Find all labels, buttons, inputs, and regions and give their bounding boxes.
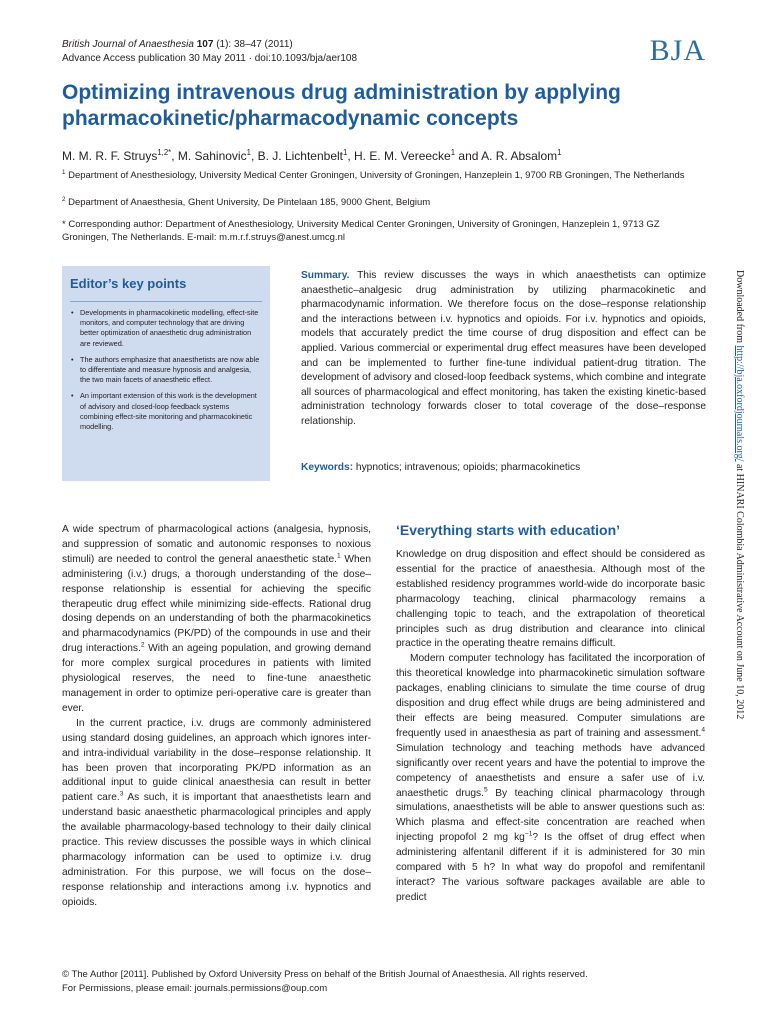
journal-citation bbox=[62, 38, 293, 52]
author: M. Sahinovic$^1$, bbox=[177, 148, 258, 163]
unit-exponent: −1 bbox=[524, 830, 533, 838]
body-paragraph: Knowledge on drug disposition and effect should be considered as essential for the practice of anaesthesia. Although most of the established residency programmes world-wide do incorporate basic pharmacology teaching, clinical pharmacology remains a challenging topic to teach, and the extrapolation of theoretical principles such as drug distribution and clearance into clinical practice in the operating theatre remains difficult. bbox=[396, 549, 705, 650]
key-points-list bbox=[70, 308, 262, 432]
citation-ref[interactable]: 3 bbox=[119, 790, 124, 798]
body-column-right bbox=[396, 548, 705, 906]
author: B. J. Lichtenbelt$^1$, bbox=[257, 148, 355, 163]
citation-ref[interactable]: 4 bbox=[701, 726, 705, 734]
citation-ref[interactable]: 2 bbox=[140, 641, 145, 649]
author: M. M. R. F. Struys$^{1,2*}$, bbox=[62, 148, 178, 163]
copyright-line: © The Author [2011]. Published by Oxford University Press on behalf of the British Journal of Anaesthesia. All rights reserved. bbox=[62, 969, 588, 980]
download-watermark: Downloaded from http://bja.oxfordjournals.org/ at HINARI Colombia Administrative Account on June 10, 2012 bbox=[734, 270, 745, 720]
journal-volume: 107 bbox=[196, 39, 214, 50]
keywords-label: Keywords: bbox=[301, 462, 354, 473]
summary-abstract bbox=[301, 269, 706, 430]
citation-ref[interactable]: 5 bbox=[483, 786, 488, 794]
key-point-item: • The authors emphasize that anaesthetists are now able to differentiate and measure hypnosis and analgesia, the two main facets of anaesthetic effect. bbox=[80, 355, 262, 386]
summary-label: Summary. bbox=[301, 270, 350, 281]
keywords-text: hypnotics; intravenous; opioids; pharmacokinetics bbox=[353, 462, 581, 473]
bja-logo: BJA bbox=[649, 34, 706, 67]
body-column-left bbox=[62, 523, 371, 911]
journal-site-link[interactable]: http://bja.oxfordjournals.org/ bbox=[734, 345, 745, 462]
keywords-line bbox=[301, 461, 580, 475]
body-paragraph: In the current practice, i.v. drugs are commonly administered using standard dosing guidelines, an approach which ignores inter- and intra-individual variability in the dose–response relationship. It has been proven that incorporating PK/PD information as an additional input to guide clinical anaesthesia can result in better patient care.$^3$ As such, it is important that anaesthetists learn and understand basic anaesthetic pharmacological principles and apply the available pharmacology-based technology to their daily clinical practice. This review discusses the possible ways in which clinical pharmacology information can be used to optimize i.v. drug administration. For this purpose, we will focus on the dose–response relationship and interactions among i.v. hypnotics and opioids. bbox=[62, 717, 371, 908]
copyright-footer bbox=[62, 968, 588, 995]
journal-name: British Journal of Anaesthesia bbox=[62, 39, 194, 50]
journal-issue-pages: (1): 38–47 (2011) bbox=[216, 39, 293, 50]
author: A. R. Absalom$^1$ bbox=[481, 148, 562, 163]
permissions-line: For Permissions, please email: journals.permissions@oup.com bbox=[62, 982, 328, 994]
access-publication-line: Advance Access publication 30 May 2011 · doi:10.1093/bja/aer108 bbox=[62, 53, 358, 64]
body-paragraph: Modern computer technology has facilitated the incorporation of this theoretical knowledge into pharmacokinetic simulation software packages, enabling clinicians to simulate the time course of drug disposition and drug effect while drugs are being administered and their effects are being measured. Computer simulations are frequently used in anaesthesia as part of training and assessment.$^4$ Simulation technology and teaching methods have advanced significantly over recent years and have the potential to improve the competency of anaesthetists and ensure a safer use of i.v. anaesthetic drugs.$^5$ By teaching clinical pharmacology through simulations, anaesthetists will be able to answer questions such as: Which plasma and effect-site concentration are reached when injecting propofol 2 mg $kg^{-1}$? Is the offset of drug effect when administering alfentanil different if it is administered for 30 min compared with 5 h? In what way do propofol and remifentanil interact? The various software packages available are able to predict bbox=[396, 653, 705, 903]
body-paragraph: A wide spectrum of pharmacological actions (analgesia, hypnosis, and suppression of somatic and autonomic responses to noxious stimuli) are needed to control the general anaesthetic state.$^1$ When administering (i.v.) drugs, a thorough understanding of the dose–response relationship is essential for achieving the specific therapeutic drug effect while minimizing side-effects. Rational drug dosing depends on an understanding of both the pharmacokinetics and pharmacodynamics (PK/PD) of the compounds in use and their drug interactions.$^2$ With an ageing population, and growing demand for more complex surgical procedures in patients with limited physiological reserves, the need to fine-tune anaesthetic management in order to optimize peri-operative care is greater than ever. bbox=[62, 524, 372, 714]
article-title: Optimizing intravenous drug administration by applying pharmacokinetic/pharmacodynamic concepts bbox=[62, 81, 621, 130]
corresponding-author: * Corresponding author: Department of Anesthesiology, University Medical Center Groningen, University of Groningen, Hanzeplein 1, 9713 GZ Groningen, The Netherlands. E-mail: m.m.r.f.struys@anest.umcg.nl bbox=[62, 219, 660, 243]
affiliation-1: $^1$ Department of Anesthesiology, University Medical Center Groningen, University of Groningen, Hanzeplein 1, 9700 RB Groningen, The Netherlands bbox=[62, 168, 685, 181]
section-heading: ‘Everything starts with education’ bbox=[396, 522, 621, 538]
editors-key-points-box bbox=[62, 266, 270, 481]
citation-ref[interactable]: 1 bbox=[336, 552, 341, 560]
key-points-divider bbox=[70, 301, 262, 302]
affiliation-2: $^2$ Department of Anaesthesia, Ghent University, De Pintelaan 185, 9000 Ghent, Belgium bbox=[62, 195, 431, 208]
key-point-item: • An important extension of this work is the development of advisory and closed-loop feedback systems combining effect-site monitoring and pharmacokinetic modelling. bbox=[80, 391, 262, 432]
summary-text: This review discusses the ways in which anaesthetists can optimize anaesthetic–analgesic drug administration by utilizing pharmacokinetic and pharmacodynamic information. We therefore focus on the dose–response relationship and the interactions between i.v. hypnotics and opioids. For i.v. hypnotics and opioids, models that accurately predict the time course of drug disposition and effect can be applied. Various commercial or experimental drug effect measures have been developed and can be implemented to further fine-tune individual patient-drug titration. The development of advisory and closed-loop feedback systems, which combine and integrate all sources of pharmacological and effect monitoring, has taken the existing kinetic-based administration technology forwards closer to total coverage of the dose–response relationship. bbox=[301, 270, 706, 427]
key-points-title: Editor’s key points bbox=[70, 276, 187, 291]
key-point-item: • Developments in pharmacokinetic modelling, effect-site monitors, and computer technology that are driving better optimization of anaesthetic drug administration are reviewed. bbox=[80, 308, 262, 349]
author-list bbox=[62, 148, 702, 164]
author: H. E. M. Vereecke$^1$ and bbox=[354, 148, 482, 163]
